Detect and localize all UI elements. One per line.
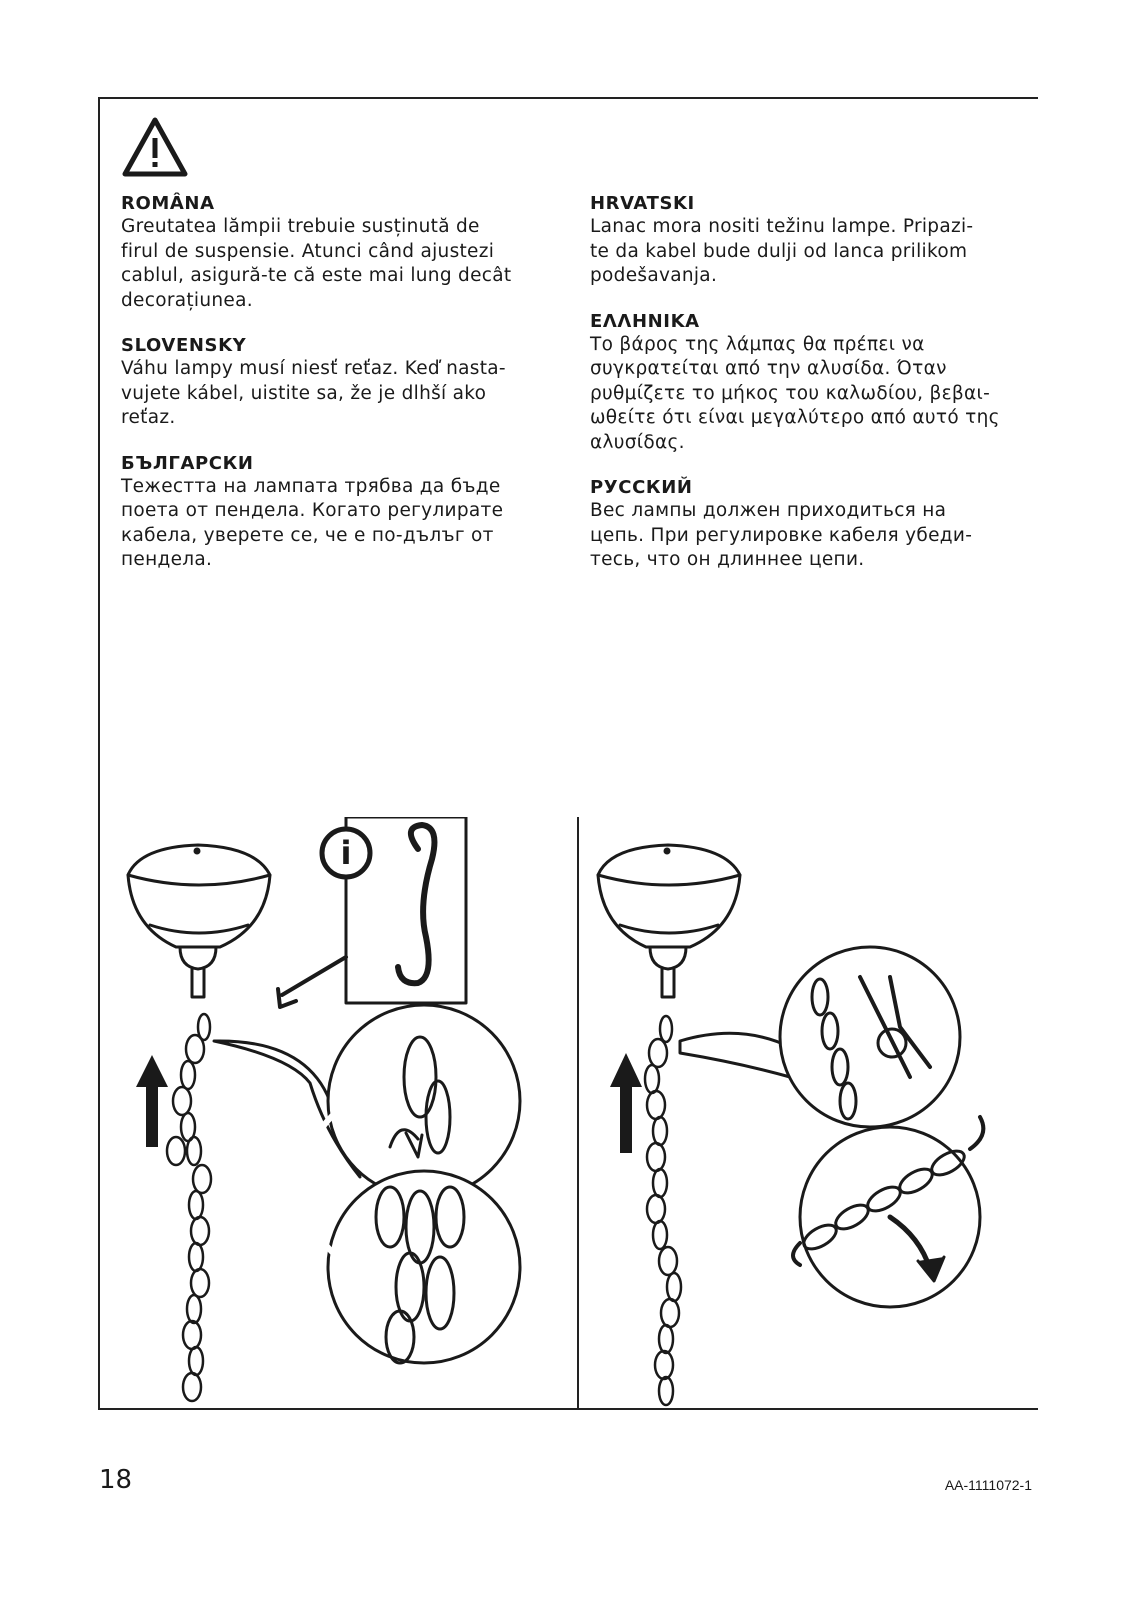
arrow-up-icon bbox=[610, 1053, 642, 1153]
ceiling-canopy-left bbox=[128, 845, 270, 997]
section-ellinika bbox=[590, 310, 1030, 456]
right-column bbox=[590, 192, 1030, 594]
warning-triangle-icon bbox=[121, 116, 189, 178]
ceiling-canopy-right bbox=[598, 845, 740, 997]
page-number: 18 bbox=[99, 1465, 133, 1495]
detail-magnifier-right bbox=[680, 947, 983, 1307]
document-code: AA-1111072-1 bbox=[944, 1477, 1032, 1493]
section-heading: ROMÂNA bbox=[121, 193, 215, 214]
section-body: Váhu lampy musí niesť reťaz. Keď nasta- vujete kábel, uistite sa, že je dlhší ako reťaz. bbox=[121, 358, 506, 428]
section-body: Тежестта на лампата трябва да бъде поета от пендела. Когато регулирате кабела, уверете се, че е по-дълъг от пендела. bbox=[121, 475, 504, 570]
s-hook-icon bbox=[398, 825, 434, 983]
section-heading: SLOVENSKY bbox=[121, 335, 247, 356]
chain-left bbox=[167, 1014, 211, 1401]
section-bulgarski bbox=[121, 452, 561, 573]
section-romana bbox=[121, 192, 561, 313]
section-body: Lanac mora nositi težinu lampe. Pripazi- te da kabel bude dulji od lanca prilikom podešavanja. bbox=[590, 216, 974, 286]
section-slovensky bbox=[121, 334, 561, 431]
section-heading: ΕΛΛΗΝΙΚΑ bbox=[590, 310, 700, 332]
s-hook-info-box bbox=[278, 817, 466, 1007]
section-heading: БЪЛГАРСКИ bbox=[121, 452, 254, 474]
chain-right bbox=[645, 1016, 681, 1405]
detail-magnifier-left bbox=[214, 1005, 520, 1363]
arrow-up-icon bbox=[136, 1055, 168, 1147]
info-icon: i bbox=[340, 834, 352, 872]
section-body: Greutatea lămpii trebuie susținută de firul de suspensie. Atunci când ajustezi cablul, asigură-te că este mai lung decât decorațiunea. bbox=[121, 216, 512, 311]
section-heading: HRVATSKI bbox=[590, 193, 695, 214]
section-heading: РУССКИЙ bbox=[590, 477, 693, 498]
chain-illustration bbox=[100, 817, 1038, 1409]
section-body: Το βάρος της λάμπας θα πρέπει να συγκρατείται από την αλυσίδα. Όταν ρυθμίζετε το μήκος του καλωδίου, βεβαι- ωθείτε ότι είναι μεγαλύτερο από αυτό της αλυσίδας. bbox=[590, 333, 1000, 453]
section-russkiy bbox=[590, 476, 1030, 573]
left-column bbox=[121, 192, 561, 594]
section-hrvatski bbox=[590, 192, 1030, 289]
section-body: Вес лампы должен приходиться на цепь. При регулировке кабеля убеди- тесь, что он длиннее цепи. bbox=[590, 500, 973, 570]
